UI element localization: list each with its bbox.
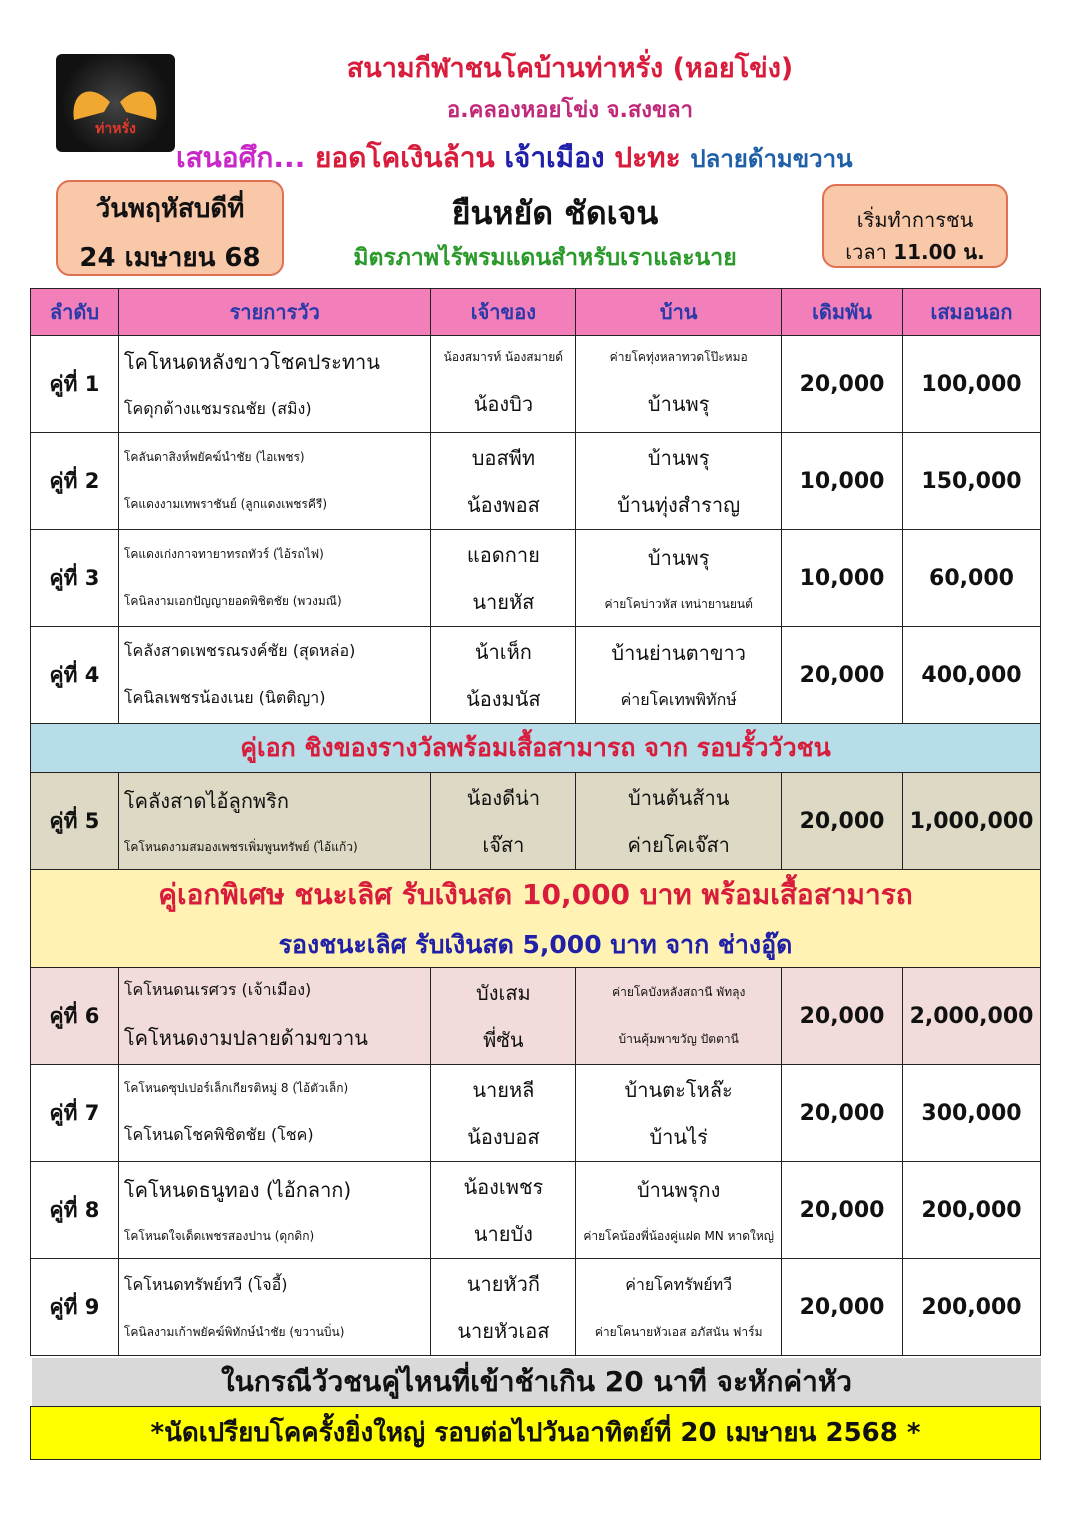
home-name: บ้านพรุกง <box>636 1177 721 1202</box>
match-number: คู่ที่ 6 <box>49 1003 100 1028</box>
owner-name: เจ๊สา <box>482 832 525 857</box>
bull-name: โคโหนดหลังขาวโชคประทาน <box>123 350 380 375</box>
match-row <box>31 530 1041 627</box>
bull-name: โคนิลงามเก้าพยัคฆ์พิทักษ์นำชัย (ขวานบิ่น) <box>123 1324 345 1339</box>
draw-amount: 400,000 <box>921 662 1022 688</box>
owner-name: แอดกาย <box>466 542 540 567</box>
owner-name: น้องพอส <box>466 492 540 517</box>
time-label: เวลา <box>845 240 887 264</box>
match-number: คู่ที่ 4 <box>49 662 100 687</box>
time-box <box>822 184 1008 268</box>
logo <box>56 54 175 152</box>
column-header: เสมอนอก <box>903 289 1041 336</box>
bull-name: โคโหนดทรัพย์ทวี (โจอี้) <box>123 1274 288 1294</box>
home-name: ค่ายโคบ่าวหัส เทน่ายานยนต์ <box>604 597 753 612</box>
bet-amount: 20,000 <box>799 1197 885 1223</box>
bull-name: โคโหนดใจเด็ดเพชรสองปาน (ดุกดิก) <box>123 1229 315 1244</box>
bet-amount: 20,000 <box>799 1003 885 1029</box>
owner-name: น้องสมารท์ น้องสมายด์ <box>443 349 564 364</box>
match-number: คู่ที่ 8 <box>49 1197 100 1222</box>
next-event-note: *นัดเปรียบโคครั้งยิ่งใหญ่ รอบต่อไปวันอาทิตย์ที่ 20 เมษายน 2568 * <box>30 1406 1041 1460</box>
owner-name: น้องบอส <box>467 1124 540 1149</box>
headline-c: เจ้าเมือง <box>504 141 605 174</box>
bet-amount: 10,000 <box>799 468 885 494</box>
main-event-banner: คู่เอก ชิงของรางวัลพร้อมเสื้อสามารถ จาก รอบรั้ววัวชน <box>31 724 1041 773</box>
bull-name: โคโหนดซุปเปอร์เล็กเกียรติหมู่ 8 (ไอ้ตัวเล็ก) <box>123 1080 349 1095</box>
bull-name: โคโหนดธนูทอง (ไอ้กลาก) <box>123 1177 352 1202</box>
special-event-banner <box>31 870 1041 968</box>
match-number: คู่ที่ 3 <box>49 565 100 590</box>
bull-name: โคลันดาสิงห์พยัคฆ์นำชัย (ไอเพชร) <box>123 450 305 464</box>
draw-amount: 1,000,000 <box>909 808 1034 834</box>
match-number: คู่ที่ 9 <box>49 1294 100 1319</box>
match-number: คู่ที่ 7 <box>49 1100 100 1125</box>
draw-amount: 60,000 <box>929 565 1014 591</box>
match-row <box>31 968 1041 1065</box>
home-name: ค่ายโคเทพพิทักษ์ <box>620 689 737 709</box>
draw-amount: 150,000 <box>921 468 1022 494</box>
location: อ.คลองหอยโข่ง จ.สงขลา <box>447 98 693 123</box>
home-name: บ้านทุ่งสำราญ <box>617 492 741 517</box>
match-row <box>31 773 1041 870</box>
home-name: บ้านพรุ <box>647 392 710 417</box>
logo-text: ท่าหรั่ง <box>95 121 136 137</box>
home-name: ค่ายโคน้องพี่น้องคู่แฝด MN หาดใหญ่ <box>583 1229 775 1244</box>
late-penalty-note: ในกรณีวัวชนคู่ไหนที่เข้าช้าเกิน 20 นาที จะหักค่าหัว <box>32 1358 1041 1406</box>
column-header: เดิมพัน <box>782 289 903 336</box>
headline-b: ยอดโคเงินล้าน <box>315 141 495 174</box>
owner-name: นายหัวเอส <box>457 1318 550 1343</box>
date-day: วันพฤหัสบดีที่ <box>95 194 245 224</box>
match-number: คู่ที่ 5 <box>49 808 100 833</box>
motto-sub: มิตรภาพไร้พรมแดนสำหรับเราและนาย <box>353 245 737 271</box>
home-name: บ้านย่านตาขาว <box>611 641 746 666</box>
home-name: ค่ายโคทรัพย์ทวี <box>625 1274 733 1294</box>
match-row <box>31 627 1041 724</box>
page-title: สนามกีฬาชนโคบ้านท่าหรั่ง (หอยโข่ง) <box>346 53 794 84</box>
draw-amount: 2,000,000 <box>909 1003 1034 1029</box>
owner-name: นายหัส <box>472 589 535 614</box>
match-number: คู่ที่ 2 <box>49 468 100 493</box>
home-name: บ้านคุ้มพาขวัญ ปัตตานี <box>618 1032 739 1046</box>
home-name: ค่ายโคทุ่งหลาทวดโป๊ะหมอ <box>609 349 748 364</box>
home-name: ค่ายโคนายหัวเอส อภัสนัน ฟาร์ม <box>594 1324 763 1339</box>
owner-name: บังเสม <box>476 980 531 1005</box>
bet-amount: 20,000 <box>799 1100 885 1126</box>
owner-name: บอสพีท <box>471 445 536 470</box>
match-table <box>30 288 1041 1356</box>
bull-name: โคโหนดงามปลายด้ามขวาน <box>123 1025 368 1050</box>
owner-name: พี่ซัน <box>483 1027 524 1052</box>
owner-name: น้องมนัส <box>466 686 541 711</box>
bull-horns-icon <box>70 82 160 122</box>
bull-name: โคโหนดงามสมองเพชรเพิ่มพูนทรัพย์ (ไอ้แก้ว) <box>123 840 358 855</box>
bull-name: โคโหนดนเรศวร (เจ้าเมือง) <box>123 980 312 1000</box>
headline-e: ปลายด้ามขวาน <box>690 145 853 173</box>
time-label-1: เริ่มทำการชน <box>856 208 974 232</box>
draw-amount: 100,000 <box>921 371 1022 397</box>
bull-name: โคลังสาดไอ้ลูกพริก <box>123 788 289 813</box>
bull-name: โคดุกด้างแชมรณชัย (สมิง) <box>123 398 312 418</box>
column-header: รายการวัว <box>118 289 431 336</box>
bet-amount: 20,000 <box>799 662 885 688</box>
bet-amount: 10,000 <box>799 565 885 591</box>
column-header: เจ้าของ <box>431 289 576 336</box>
match-row <box>31 1259 1041 1356</box>
owner-name: น้องบิว <box>473 392 534 417</box>
column-header: ลำดับ <box>31 289 119 336</box>
owner-name: น้องเพชร <box>463 1174 544 1199</box>
bull-name: โคลังสาดเพชรณรงค์ชัย (สุดหล่อ) <box>123 641 356 660</box>
match-row <box>31 433 1041 530</box>
headline-d: ปะทะ <box>614 141 681 174</box>
column-header: บ้าน <box>576 289 782 336</box>
date-box <box>56 180 284 276</box>
home-name: บ้านพรุ <box>647 445 710 470</box>
match-row <box>31 336 1041 433</box>
bull-name: โคโหนดโชคพิชิตชัย (โชค) <box>123 1124 314 1144</box>
home-name: บ้านต้นส้าน <box>628 785 730 810</box>
draw-amount: 300,000 <box>921 1100 1022 1126</box>
date-value: 24 เมษายน 68 <box>79 243 261 273</box>
bull-name: โคนิลงามเอกปัญญายอดพิชิตชัย (พวงมณี) <box>123 594 342 608</box>
bet-amount: 20,000 <box>799 371 885 397</box>
bet-amount: 20,000 <box>799 1294 885 1320</box>
headline <box>176 136 1036 180</box>
home-name: บ้านพรุ <box>647 545 710 570</box>
draw-amount: 200,000 <box>921 1294 1022 1320</box>
home-name: ค่ายโคบังหลังสถานี พัทลุง <box>612 985 746 999</box>
bull-name: โคแดงงามเทพราชันย์ (ลูกแดงเพชรคีรี) <box>123 497 328 511</box>
bull-name: โคนิลเพชรน้องเนย (นิตติญา) <box>123 688 326 707</box>
match-row <box>31 1065 1041 1162</box>
time-value: 11.00 น. <box>893 240 985 264</box>
owner-name: น้องดีน่า <box>466 785 541 810</box>
special-prize-2: รองชนะเลิศ รับเงินสด 5,000 บาท จาก ช่างอู๊ด <box>278 929 793 959</box>
motto: ยืนหยัด ชัดเจน <box>451 194 659 232</box>
owner-name: นายหลี <box>472 1077 535 1102</box>
draw-amount: 200,000 <box>921 1197 1022 1223</box>
owner-name: น้าเห็ก <box>474 639 532 664</box>
home-name: ค่ายโคเจ๊สา <box>627 832 730 857</box>
bet-amount: 20,000 <box>799 808 885 834</box>
home-name: บ้านตะโหล๊ะ <box>624 1077 733 1102</box>
match-number: คู่ที่ 1 <box>49 371 100 396</box>
home-name: บ้านไร่ <box>649 1124 708 1149</box>
special-prize-1: คู่เอกพิเศษ ชนะเลิศ รับเงินสด 10,000 บาท พร้อมเสื้อสามารถ <box>158 877 913 911</box>
owner-name: นายบัง <box>473 1221 533 1246</box>
bull-name: โคแดงเก่งกาจทายาทรถทัวร์ (ไอ้รถไฟ) <box>123 547 324 561</box>
match-row <box>31 1162 1041 1259</box>
headline-a: เสนอศึก... <box>176 141 306 174</box>
owner-name: นายหัวกี <box>466 1271 540 1296</box>
